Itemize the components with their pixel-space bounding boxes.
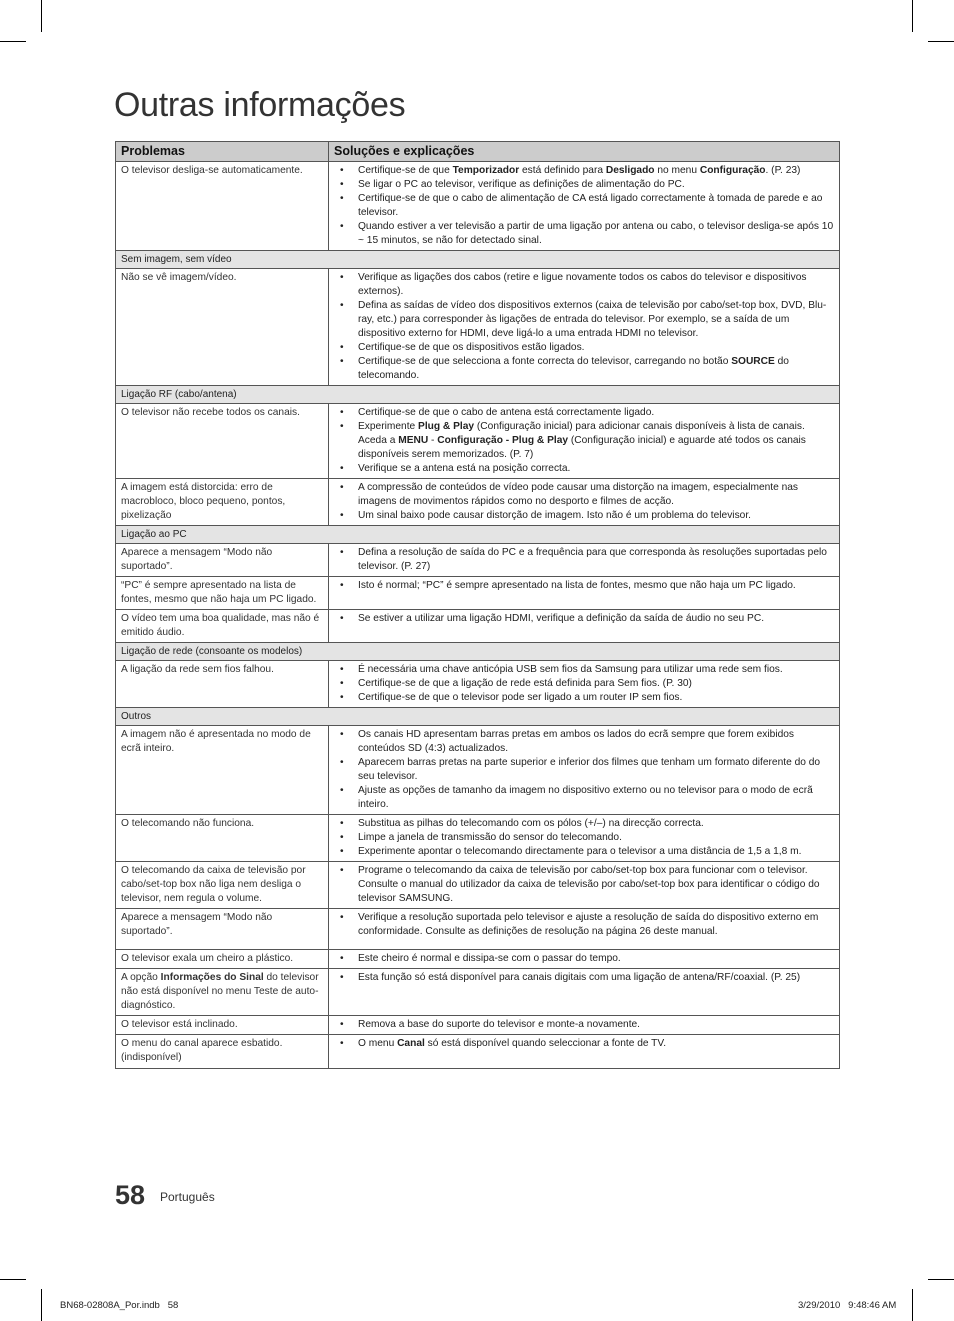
solution-cell [329,479,840,526]
crop-mark [41,1289,42,1321]
crop-mark [912,1289,913,1321]
solution-item: • Certifique-se de que selecciona a fonte correcta do televisor, carregando no botão SOURCE do telecomando. [334,355,834,383]
solution-item: • Programe o telecomando da caixa de televisão por cabo/set-top box para funcionar com o televisor. Consulte o manual do utilizador da caixa de televisão por cabo/set-top box para identificar o código do televisor SAMSUNG. [334,864,834,906]
solution-item: • Defina a resolução de saída do PC e a frequência para que corresponda às resoluções suportadas pelo televisor. (P. 27) [334,546,834,574]
solution-cell [329,404,840,479]
solution-cell [329,815,840,862]
section-row [116,708,840,726]
page-number: 58 [115,1180,146,1210]
solution-item: • Ajuste as opções de tamanho da imagem no dispositivo externo ou no televisor para o modo de ecrã inteiro. [334,784,834,812]
solution-item: • É necessária uma chave anticópia USB sem fios da Samsung para utilizar uma rede sem fios. [334,663,834,677]
solution-cell [329,969,840,1016]
problem-cell: O televisor exala um cheiro a plástico. [116,950,329,969]
solution-item: • Verifique se a antena está na posição correcta. [334,462,834,476]
table-row [116,726,840,815]
table-row [116,479,840,526]
problem-cell: A imagem não é apresentada no modo de ecrã inteiro. [116,726,329,815]
solution-item: • Certifique-se de que a ligação de rede está definida para Sem fios. (P. 30) [334,677,834,691]
table-row [116,815,840,862]
problem-cell: A imagem está distorcida: erro de macrobloco, bloco pequeno, pontos, pixelização [116,479,329,526]
solution-item: • Se estiver a utilizar uma ligação HDMI, verifique a definição da saída de áudio no seu PC. [334,612,834,626]
solution-item: • Isto é normal; “PC” é sempre apresentado na lista de fontes, mesmo que não haja um PC ligado. [334,579,834,593]
section-row [116,526,840,544]
crop-mark [928,1279,954,1280]
table-row [116,969,840,1016]
problem-cell: Não se vê imagem/vídeo. [116,269,329,386]
solution-cell [329,1035,840,1069]
problem-cell: O telecomando não funciona. [116,815,329,862]
problem-cell: “PC” é sempre apresentado na lista de fontes, mesmo que não haja um PC ligado. [116,577,329,610]
solution-item: • Verifique as ligações dos cabos (retire e ligue novamente todos os cabos do televisor e dispositivos externos). [334,271,834,299]
table-row [116,162,840,251]
solution-item: • Quando estiver a ver televisão a partir de uma ligação por antena ou cabo, o televisor desliga-se após 10 ~ 15 minutos, se não for detectado sinal. [334,220,834,248]
solution-item: • Certifique-se de que Temporizador está definido para Desligado no menu Configuração. (P. 23) [334,164,834,178]
solution-cell [329,577,840,610]
section-label: Ligação ao PC [116,526,840,544]
problem-cell: O menu do canal aparece esbatido. (indisponível) [116,1035,329,1069]
table-header-row [116,142,840,162]
table-row [116,269,840,386]
solution-cell [329,544,840,577]
solution-cell [329,661,840,708]
problem-cell: O televisor desliga-se automaticamente. [116,162,329,251]
solution-item: • Defina as saídas de vídeo dos dispositivos externos (caixa de televisão por cabo/set-top box, DVD, Blu-ray, etc.) para corresponder às ligações de entrada do televisor. Por exemplo, se a saída de um dispositivo externo for HDMI, deve ligá-lo a uma entrada HDMI no televisor. [334,299,834,341]
table-row [116,1016,840,1035]
page-title: Outras informações [114,86,406,124]
problem-cell: A opção Informações do Sinal do televisor não está disponível no menu Teste de auto-diagnóstico. [116,969,329,1016]
table-row [116,544,840,577]
crop-mark [0,1279,26,1280]
column-header-problems: Problemas [116,142,329,162]
solution-item: • Remova a base do suporte do televisor e monte-a novamente. [334,1018,834,1032]
table-row [116,862,840,909]
solution-cell [329,162,840,251]
problem-cell: O telecomando da caixa de televisão por cabo/set-top box não liga nem desliga o televisor, nem regula o volume. [116,862,329,909]
solution-cell [329,269,840,386]
table-row [116,909,840,950]
solution-item: • Este cheiro é normal e dissipa-se com o passar do tempo. [334,952,834,966]
solution-cell [329,909,840,950]
table-row [116,1035,840,1069]
table-row [116,577,840,610]
solution-item: • Experimente apontar o telecomando directamente para o televisor a uma distância de 1,5 a 1,8 m. [334,845,834,859]
section-label: Sem imagem, sem vídeo [116,251,840,269]
solution-item: • A compressão de conteúdos de vídeo pode causar uma distorção na imagem, especialmente nas imagens de movimentos rápidos como no desporto e filmes de acção. [334,481,834,509]
crop-mark [0,41,26,42]
problem-cell: O vídeo tem uma boa qualidade, mas não é emitido áudio. [116,610,329,643]
table-row [116,404,840,479]
solution-cell [329,862,840,909]
table-row [116,610,840,643]
solution-item: • Verifique a resolução suportada pelo televisor e ajuste a resolução de saída do dispositivo externo em conformidade. Consulte as definições de resolução na página 26 deste manual. [334,911,834,947]
solution-item: • Substitua as pilhas do telecomando com os pólos (+/–) na direcção correcta. [334,817,834,831]
solution-item: • Certifique-se de que o televisor pode ser ligado a um router IP sem fios. [334,691,834,705]
solution-cell [329,610,840,643]
crop-mark [912,0,913,32]
solution-cell [329,950,840,969]
footer-file-info: BN68-02808A_Por.indb 58 [60,1300,179,1311]
solution-cell [329,726,840,815]
problem-cell: O televisor não recebe todos os canais. [116,404,329,479]
table-row [116,661,840,708]
troubleshooting-table [115,141,840,1069]
solution-cell [329,1016,840,1035]
section-row [116,643,840,661]
solution-item: • Limpe a janela de transmissão do sensor do telecomando. [334,831,834,845]
solution-item: • Um sinal baixo pode causar distorção de imagem. Isto não é um problema do televisor. [334,509,834,523]
solution-item: • Experimente Plug & Play (Configuração inicial) para adicionar canais disponíveis à lista de canais. Aceda a MENU - Configuração - Plug & Play (Configuração inicial) e aguarde até todos os canais disponíveis serem memorizados. (P. 7) [334,420,834,462]
solution-item: • Certifique-se de que o cabo de alimentação de CA está ligado correctamente à tomada de parede e ao televisor. [334,192,834,220]
solution-item: • Se ligar o PC ao televisor, verifique as definições de alimentação do PC. [334,178,834,192]
solution-item: • Aparecem barras pretas na parte superior e inferior dos filmes que tenham um formato diferente do do seu televisor. [334,756,834,784]
language-label: Português [160,1190,215,1204]
problem-cell: Aparece a mensagem “Modo não suportado”. [116,909,329,950]
problem-cell: O televisor está inclinado. [116,1016,329,1035]
section-label: Ligação RF (cabo/antena) [116,386,840,404]
crop-mark [41,0,42,32]
table-row [116,950,840,969]
solution-item: • Esta função só está disponível para canais digitais com uma ligação de antena/RF/coaxial. (P. 25) [334,971,834,985]
section-label: Ligação de rede (consoante os modelos) [116,643,840,661]
problem-cell: Aparece a mensagem “Modo não suportado”. [116,544,329,577]
solution-item: • Certifique-se de que o cabo de antena está correctamente ligado. [334,406,834,420]
section-row [116,386,840,404]
footer-date: 3/29/2010 9:48:46 AM [798,1300,897,1311]
section-label: Outros [116,708,840,726]
column-header-solutions: Soluções e explicações [329,142,840,162]
solution-item: • Os canais HD apresentam barras pretas em ambos os lados do ecrã sempre que forem exibidos conteúdos SD (4:3) actualizados. [334,728,834,756]
problem-cell: A ligação da rede sem fios falhou. [116,661,329,708]
solution-item: • O menu Canal só está disponível quando seleccionar a fonte de TV. [334,1037,834,1051]
crop-mark [928,41,954,42]
solution-item: • Certifique-se de que os dispositivos estão ligados. [334,341,834,355]
section-row [116,251,840,269]
